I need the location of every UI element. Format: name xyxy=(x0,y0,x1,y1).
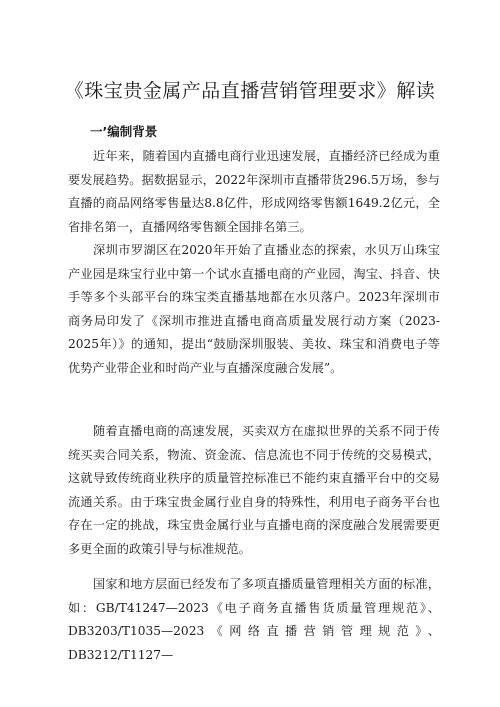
section-heading: 一’编制背景 xyxy=(90,124,158,139)
document-title: 《珠宝贵金属产品直播营销管理要求》解读 xyxy=(64,80,436,102)
paragraph-3: 随着直播电商的高速发展，买卖双方在虚拟世界的关系不同于传统买卖合同关系，物流、资金流、信息流也不同于传统的交易模式，这就导致传统商业秩序的质量管控标准已不能约束直播平台中的交易流通关系。由于珠宝贵金属行业自身的特殊性，利用电子商务平台也存在一定的挑战，珠宝贵金属行业与直播电商的深度融合发展需要更多更全面的政策引导与标准规范。 xyxy=(68,424,440,556)
paragraph-2: 深圳市罗湖区在2020年开始了直播业态的探索，水贝万山珠宝产业园是珠宝行业中第一个试水直播电商的产业园，淘宝、抖音、快手等多个头部平台的珠宝类直播基地都在水贝落户。2023年深圳市商务局印发了《深圳市推进直播电商高质量发展行动方案（2023-2025年）》的通知，提出“鼓励深圳服装、美妆、珠宝和消费电子等优势产业带企业和时尚产业与直播深度融合发展”。 xyxy=(68,243,440,375)
paragraph-1: 近年来，随着国内直播电商行业迅速发展，直播经济已经成为重要发展趋势。据数据显示，2022年深圳市直播带货296.5万场，参与直播的商品网络零售量达8.8亿件，形成网络零售额1649.2亿元，全省排名第一，直播网络零售额全国排名第三。 xyxy=(68,149,440,234)
paragraph-4: 国家和地方层面已经发布了多项直播质量管理相关方面的标准，如：GB/T41247—2023《电子商务直播售货质量管理规范》、DB3203/T1035—2023《网络直播营销管理规范》、DB3212/T1127— xyxy=(68,577,440,662)
